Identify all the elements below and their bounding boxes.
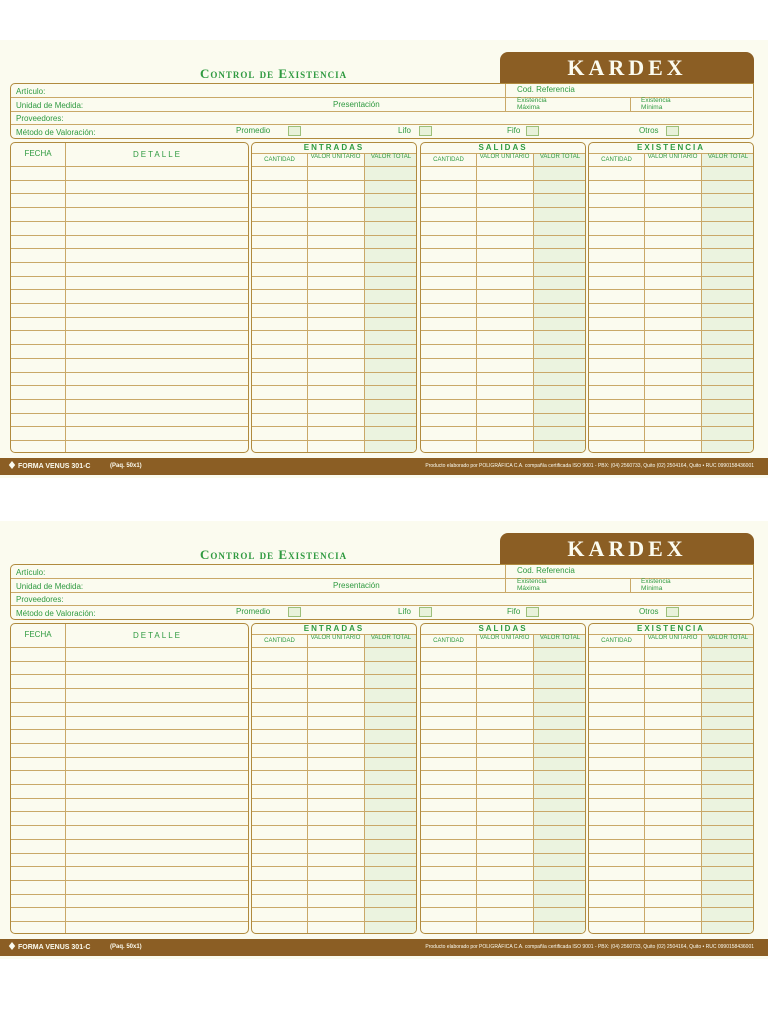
fifo-label: Fifo xyxy=(507,126,521,135)
otros-label: Otros xyxy=(639,607,659,616)
table-row-line xyxy=(252,358,416,359)
table-row-line xyxy=(252,907,416,908)
table-row-line xyxy=(589,811,753,812)
table-row-line xyxy=(252,193,416,194)
table-row-line xyxy=(589,413,753,414)
table-row-line xyxy=(421,674,585,675)
table-row-line xyxy=(252,757,416,758)
table-row-line xyxy=(589,440,753,441)
table-row-line xyxy=(589,716,753,717)
table-row-line xyxy=(11,344,248,345)
table-row-line xyxy=(421,180,585,181)
table-row-line xyxy=(252,880,416,881)
existencia-maxima-label: Existencia Máxima xyxy=(517,97,547,111)
pack-text: (Paq. 50x1) xyxy=(110,944,142,950)
table-row-line xyxy=(252,426,416,427)
table-row-line xyxy=(11,180,248,181)
table-row-line xyxy=(421,880,585,881)
table-row-line xyxy=(589,661,753,662)
table-row-line xyxy=(11,303,248,304)
table-row-line xyxy=(252,385,416,386)
table-row-line xyxy=(11,784,248,785)
table-row-line xyxy=(252,262,416,263)
table-row-line xyxy=(421,385,585,386)
table-row-line xyxy=(11,440,248,441)
table-row-line xyxy=(11,880,248,881)
otros-label: Otros xyxy=(639,126,659,135)
table-row-line xyxy=(421,413,585,414)
unidad-medida-label: Unidad de Medida: xyxy=(16,582,84,591)
cod-referencia-label: Cod. Referencia xyxy=(517,85,575,94)
existencia-minima-label: Existencia Mínima xyxy=(641,578,671,592)
salidas-valor-unitario-header: VALOR UNITARIO xyxy=(479,154,530,160)
table-row-line xyxy=(252,674,416,675)
articulo-label: Artículo: xyxy=(16,87,46,96)
entradas-cantidad-header: CANTIDAD xyxy=(264,157,295,163)
detalle-header: DETALLE xyxy=(133,631,182,640)
table-row-line xyxy=(589,757,753,758)
table-row-line xyxy=(589,372,753,373)
table-row-line xyxy=(11,289,248,290)
table-row-line xyxy=(11,907,248,908)
table-row-line xyxy=(589,647,753,648)
salidas-cantidad-header: CANTIDAD xyxy=(433,638,464,644)
table-row-line xyxy=(421,839,585,840)
table-row-line xyxy=(589,358,753,359)
table-row-line xyxy=(252,688,416,689)
salidas-header: SALIDAS xyxy=(478,624,528,633)
table-row-line xyxy=(421,358,585,359)
existencia-valor-unitario-header: VALOR UNITARIO xyxy=(647,154,698,160)
unidad-medida-label: Unidad de Medida: xyxy=(16,101,84,110)
existencia-valor-total-header: VALOR TOTAL xyxy=(707,635,749,641)
table-row-line xyxy=(589,798,753,799)
table-row-line xyxy=(421,248,585,249)
fecha-header: FECHA xyxy=(24,149,52,158)
table-row-line xyxy=(252,344,416,345)
table-row-line xyxy=(252,221,416,222)
table-row-line xyxy=(11,716,248,717)
table-row-line xyxy=(11,385,248,386)
table-row-line xyxy=(421,289,585,290)
form-footer xyxy=(0,939,768,956)
existencia-cantidad-header: CANTIDAD xyxy=(601,157,632,163)
table-row-line xyxy=(11,921,248,922)
form-name-text xyxy=(8,458,90,475)
table-row-line xyxy=(589,166,753,167)
table-row-line xyxy=(11,426,248,427)
table-row-line xyxy=(421,207,585,208)
table-row-line xyxy=(421,330,585,331)
table-row-line xyxy=(11,262,248,263)
table-row-line xyxy=(11,207,248,208)
table-row-line xyxy=(421,894,585,895)
articulo-label: Artículo: xyxy=(16,568,46,577)
table-row-line xyxy=(589,207,753,208)
table-row-line xyxy=(252,166,416,167)
existencia-header: EXISTENCIA xyxy=(636,624,705,633)
table-row-line xyxy=(589,784,753,785)
table-row-line xyxy=(252,716,416,717)
proveedores-label: Proveedores: xyxy=(16,114,64,123)
table-row-line xyxy=(589,330,753,331)
table-row-line xyxy=(11,798,248,799)
table-row-line xyxy=(11,853,248,854)
table-row-line xyxy=(11,330,248,331)
table-row-line xyxy=(11,647,248,648)
table-row-line xyxy=(589,248,753,249)
table-row-line xyxy=(252,372,416,373)
entradas-panel xyxy=(251,142,417,453)
form-name: FORMA VENUS 301-C xyxy=(18,463,91,470)
table-row-line xyxy=(11,661,248,662)
table-row-line xyxy=(421,921,585,922)
table-row-line xyxy=(11,193,248,194)
existencia-maxima-label: Existencia Máxima xyxy=(517,578,547,592)
table-row-line xyxy=(11,372,248,373)
venus-logo-icon xyxy=(8,942,16,950)
promedio-label: Promedio xyxy=(236,607,271,616)
table-row-line xyxy=(589,880,753,881)
table-row-line xyxy=(589,866,753,867)
table-row-line xyxy=(421,729,585,730)
table-row-line xyxy=(589,743,753,744)
table-row-line xyxy=(11,166,248,167)
fecha-header: FECHA xyxy=(24,630,52,639)
table-row-line xyxy=(589,894,753,895)
table-row-line xyxy=(252,399,416,400)
table-row-line xyxy=(421,784,585,785)
table-row-line xyxy=(252,853,416,854)
salidas-panel xyxy=(420,623,586,934)
fifo-checkbox[interactable] xyxy=(526,607,539,617)
table-row-line xyxy=(589,317,753,318)
otros-checkbox[interactable] xyxy=(666,126,679,136)
table-row-line xyxy=(421,303,585,304)
existencia-header: EXISTENCIA xyxy=(636,143,705,152)
table-row-line xyxy=(589,674,753,675)
salidas-header: SALIDAS xyxy=(478,143,528,152)
otros-checkbox[interactable] xyxy=(666,607,679,617)
table-row-line xyxy=(252,440,416,441)
table-row-line xyxy=(589,385,753,386)
table-row-line xyxy=(252,770,416,771)
table-row-line xyxy=(421,440,585,441)
table-row-line xyxy=(252,811,416,812)
table-row-line xyxy=(11,811,248,812)
kardex-form xyxy=(0,40,768,478)
table-row-line xyxy=(421,866,585,867)
producer-text: Producto elaborado por POLIGRÁFICA C.A. compañía certificada ISO 9001 - PBX: (04) 2560733, Quito (02) 2504164, Quito • RUC 0990158436001 xyxy=(425,944,754,950)
table-row-line xyxy=(11,729,248,730)
table-row-line xyxy=(421,798,585,799)
producer-text: Producto elaborado por POLIGRÁFICA C.A. compañía certificada ISO 9001 - PBX: (04) 2560733, Quito (02) 2504164, Quito • RUC 0990158436001 xyxy=(425,463,754,469)
table-row-line xyxy=(589,688,753,689)
table-row-line xyxy=(11,413,248,414)
entradas-header: ENTRADAS xyxy=(303,143,365,152)
table-row-line xyxy=(421,235,585,236)
table-row-line xyxy=(589,729,753,730)
metodo-valoracion-label: Método de Valoración: xyxy=(16,128,96,137)
fecha-detalle-panel xyxy=(10,623,249,934)
existencia-valor-total-header: VALOR TOTAL xyxy=(707,154,749,160)
table-row-line xyxy=(421,811,585,812)
existencia-minima-label: Existencia Mínima xyxy=(641,97,671,111)
existencia-panel xyxy=(588,623,754,934)
entradas-valor-unitario-header: VALOR UNITARIO xyxy=(310,635,361,641)
table-row-line xyxy=(11,702,248,703)
table-row-line xyxy=(589,839,753,840)
table-row-line xyxy=(421,688,585,689)
table-row-line xyxy=(252,921,416,922)
entradas-valor-unitario-header: VALOR UNITARIO xyxy=(310,154,361,160)
form-name-text xyxy=(8,939,90,956)
table-row-line xyxy=(252,248,416,249)
table-row-line xyxy=(589,426,753,427)
table-row-line xyxy=(589,770,753,771)
table-row-line xyxy=(252,825,416,826)
table-row-line xyxy=(421,907,585,908)
table-row-line xyxy=(252,276,416,277)
table-row-line xyxy=(11,221,248,222)
form-title: Control de Existencia xyxy=(200,66,348,81)
table-row-line xyxy=(11,688,248,689)
lifo-checkbox[interactable] xyxy=(419,607,432,617)
table-row-line xyxy=(421,647,585,648)
header-fields xyxy=(10,83,754,139)
salidas-valor-total-header: VALOR TOTAL xyxy=(539,154,581,160)
table-row-line xyxy=(11,358,248,359)
table-row-line xyxy=(421,426,585,427)
table-row-line xyxy=(589,262,753,263)
table-row-line xyxy=(11,235,248,236)
table-row-line xyxy=(252,289,416,290)
fecha-detalle-panel xyxy=(10,142,249,453)
table-row-line xyxy=(252,303,416,304)
table-row-line xyxy=(11,399,248,400)
table-row-line xyxy=(421,853,585,854)
table-row-line xyxy=(11,276,248,277)
table-row-line xyxy=(11,248,248,249)
table-row-line xyxy=(421,221,585,222)
table-row-line xyxy=(252,784,416,785)
cod-referencia-label: Cod. Referencia xyxy=(517,566,575,575)
table-row-line xyxy=(421,372,585,373)
table-row-line xyxy=(589,344,753,345)
form-name: FORMA VENUS 301-C xyxy=(18,944,91,951)
salidas-valor-total-header: VALOR TOTAL xyxy=(539,635,581,641)
table-row-line xyxy=(11,894,248,895)
table-row-line xyxy=(421,743,585,744)
table-row-line xyxy=(421,344,585,345)
table-row-line xyxy=(252,317,416,318)
table-row-line xyxy=(589,702,753,703)
table-row-line xyxy=(11,839,248,840)
table-row-line xyxy=(11,825,248,826)
detalle-header: DETALLE xyxy=(133,150,182,159)
table-row-line xyxy=(252,330,416,331)
kardex-brand: KARDEX xyxy=(500,52,754,83)
table-row-line xyxy=(421,262,585,263)
entradas-valor-total-header: VALOR TOTAL xyxy=(370,635,412,641)
table-row-line xyxy=(421,716,585,717)
table-row-line xyxy=(11,770,248,771)
metodo-valoracion-label: Método de Valoración: xyxy=(16,609,96,618)
table-row-line xyxy=(421,661,585,662)
fifo-label: Fifo xyxy=(507,607,521,616)
pack-text: (Paq. 50x1) xyxy=(110,463,142,469)
entradas-panel xyxy=(251,623,417,934)
table-row-line xyxy=(252,743,416,744)
table-row-line xyxy=(252,413,416,414)
table-row-line xyxy=(589,853,753,854)
table-row-line xyxy=(421,193,585,194)
table-row-line xyxy=(11,743,248,744)
entradas-valor-total-header: VALOR TOTAL xyxy=(370,154,412,160)
table-row-line xyxy=(252,180,416,181)
fifo-checkbox[interactable] xyxy=(526,126,539,136)
salidas-cantidad-header: CANTIDAD xyxy=(433,157,464,163)
form-title: Control de Existencia xyxy=(200,547,348,562)
table-row-line xyxy=(589,303,753,304)
lifo-label: Lifo xyxy=(398,126,411,135)
form-footer xyxy=(0,458,768,475)
salidas-valor-unitario-header: VALOR UNITARIO xyxy=(479,635,530,641)
table-row-line xyxy=(589,221,753,222)
table-row-line xyxy=(421,702,585,703)
table-row-line xyxy=(421,770,585,771)
table-row-line xyxy=(252,702,416,703)
kardex-brand: KARDEX xyxy=(500,533,754,564)
table-row-line xyxy=(421,399,585,400)
lifo-label: Lifo xyxy=(398,607,411,616)
table-row-line xyxy=(589,276,753,277)
table-row-line xyxy=(252,661,416,662)
table-row-line xyxy=(589,399,753,400)
salidas-panel xyxy=(420,142,586,453)
table-row-line xyxy=(252,894,416,895)
table-row-line xyxy=(252,866,416,867)
existencia-valor-unitario-header: VALOR UNITARIO xyxy=(647,635,698,641)
table-row-line xyxy=(11,674,248,675)
presentacion-label: Presentación xyxy=(333,581,380,590)
existencia-cantidad-header: CANTIDAD xyxy=(601,638,632,644)
table-row-line xyxy=(11,317,248,318)
table-row-line xyxy=(252,798,416,799)
promedio-label: Promedio xyxy=(236,126,271,135)
table-row-line xyxy=(252,729,416,730)
table-row-line xyxy=(252,235,416,236)
presentacion-label: Presentación xyxy=(333,100,380,109)
table-row-line xyxy=(589,825,753,826)
entradas-cantidad-header: CANTIDAD xyxy=(264,638,295,644)
table-row-line xyxy=(421,317,585,318)
header-fields xyxy=(10,564,754,620)
existencia-panel xyxy=(588,142,754,453)
table-row-line xyxy=(11,866,248,867)
table-row-line xyxy=(11,757,248,758)
table-row-line xyxy=(589,180,753,181)
table-row-line xyxy=(421,166,585,167)
promedio-checkbox[interactable] xyxy=(288,607,301,617)
table-row-line xyxy=(589,289,753,290)
table-row-line xyxy=(421,276,585,277)
proveedores-label: Proveedores: xyxy=(16,595,64,604)
venus-logo-icon xyxy=(8,461,16,469)
table-row-line xyxy=(589,193,753,194)
table-row-line xyxy=(252,647,416,648)
entradas-header: ENTRADAS xyxy=(303,624,365,633)
table-row-line xyxy=(421,825,585,826)
table-row-line xyxy=(252,207,416,208)
table-row-line xyxy=(421,757,585,758)
lifo-checkbox[interactable] xyxy=(419,126,432,136)
table-row-line xyxy=(589,907,753,908)
promedio-checkbox[interactable] xyxy=(288,126,301,136)
table-row-line xyxy=(589,235,753,236)
kardex-form xyxy=(0,521,768,959)
table-row-line xyxy=(252,839,416,840)
table-row-line xyxy=(589,921,753,922)
